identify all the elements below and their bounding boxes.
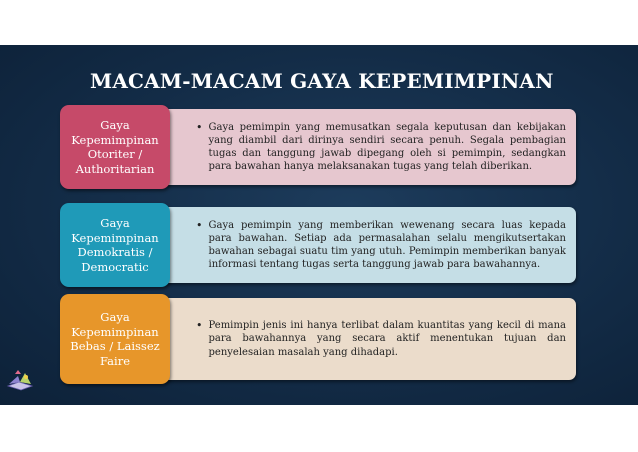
style-label-box (60, 105, 170, 189)
style-label-box (60, 203, 170, 287)
style-label: Gaya Kepemimpinan Otoriter / Authoritarian (71, 118, 159, 176)
style-label-box (60, 294, 170, 384)
leadership-style-otoriter (60, 105, 576, 189)
leadership-style-bebas (60, 294, 576, 384)
bullet-icon: • (196, 120, 203, 134)
slide (0, 45, 638, 405)
description-text: Pemimpin jenis ini hanya terlibat dalam kuantitas yang kecil di mana para bawahannya yang secara aktif menentukan tujuan dan penyelesaian masalah yang dihadapi. (208, 320, 566, 358)
leadership-style-demokratis (60, 203, 576, 287)
description-text: Gaya pemimpin yang memberikan wewenang secara luas kepada para bawahan. Setiap ada permasalahan selalu mengikutsertakan bawahan sebagai suatu tim yang utuh. Pemimpin memberikan banyak informasi tentang tugas serta tanggung jawab para bawahannya. (208, 219, 566, 271)
bullet-icon: • (196, 218, 203, 232)
slide-title: MACAM-MACAM GAYA KEPEMIMPINAN (90, 69, 554, 93)
description-box (160, 207, 576, 283)
description-text: Gaya pemimpin yang memusatkan segala keputusan dan kebijakan yang diambil dari dirinya sendiri secara penuh. Segala pembagian tugas dan tanggung jawab dipegang oleh si pemimpin, sedangkan para bawahan hanya melaksanakan tugas yang telah diberikan. (208, 121, 566, 173)
style-label: Gaya Kepemimpinan Demokratis / Democratic (71, 216, 159, 274)
description-box (160, 298, 576, 380)
style-label: Gaya Kepemimpinan Bebas / Laissez Faire (70, 310, 160, 368)
bullet-icon: • (196, 319, 203, 333)
description-box (160, 109, 576, 185)
book-logo-icon (6, 368, 34, 392)
